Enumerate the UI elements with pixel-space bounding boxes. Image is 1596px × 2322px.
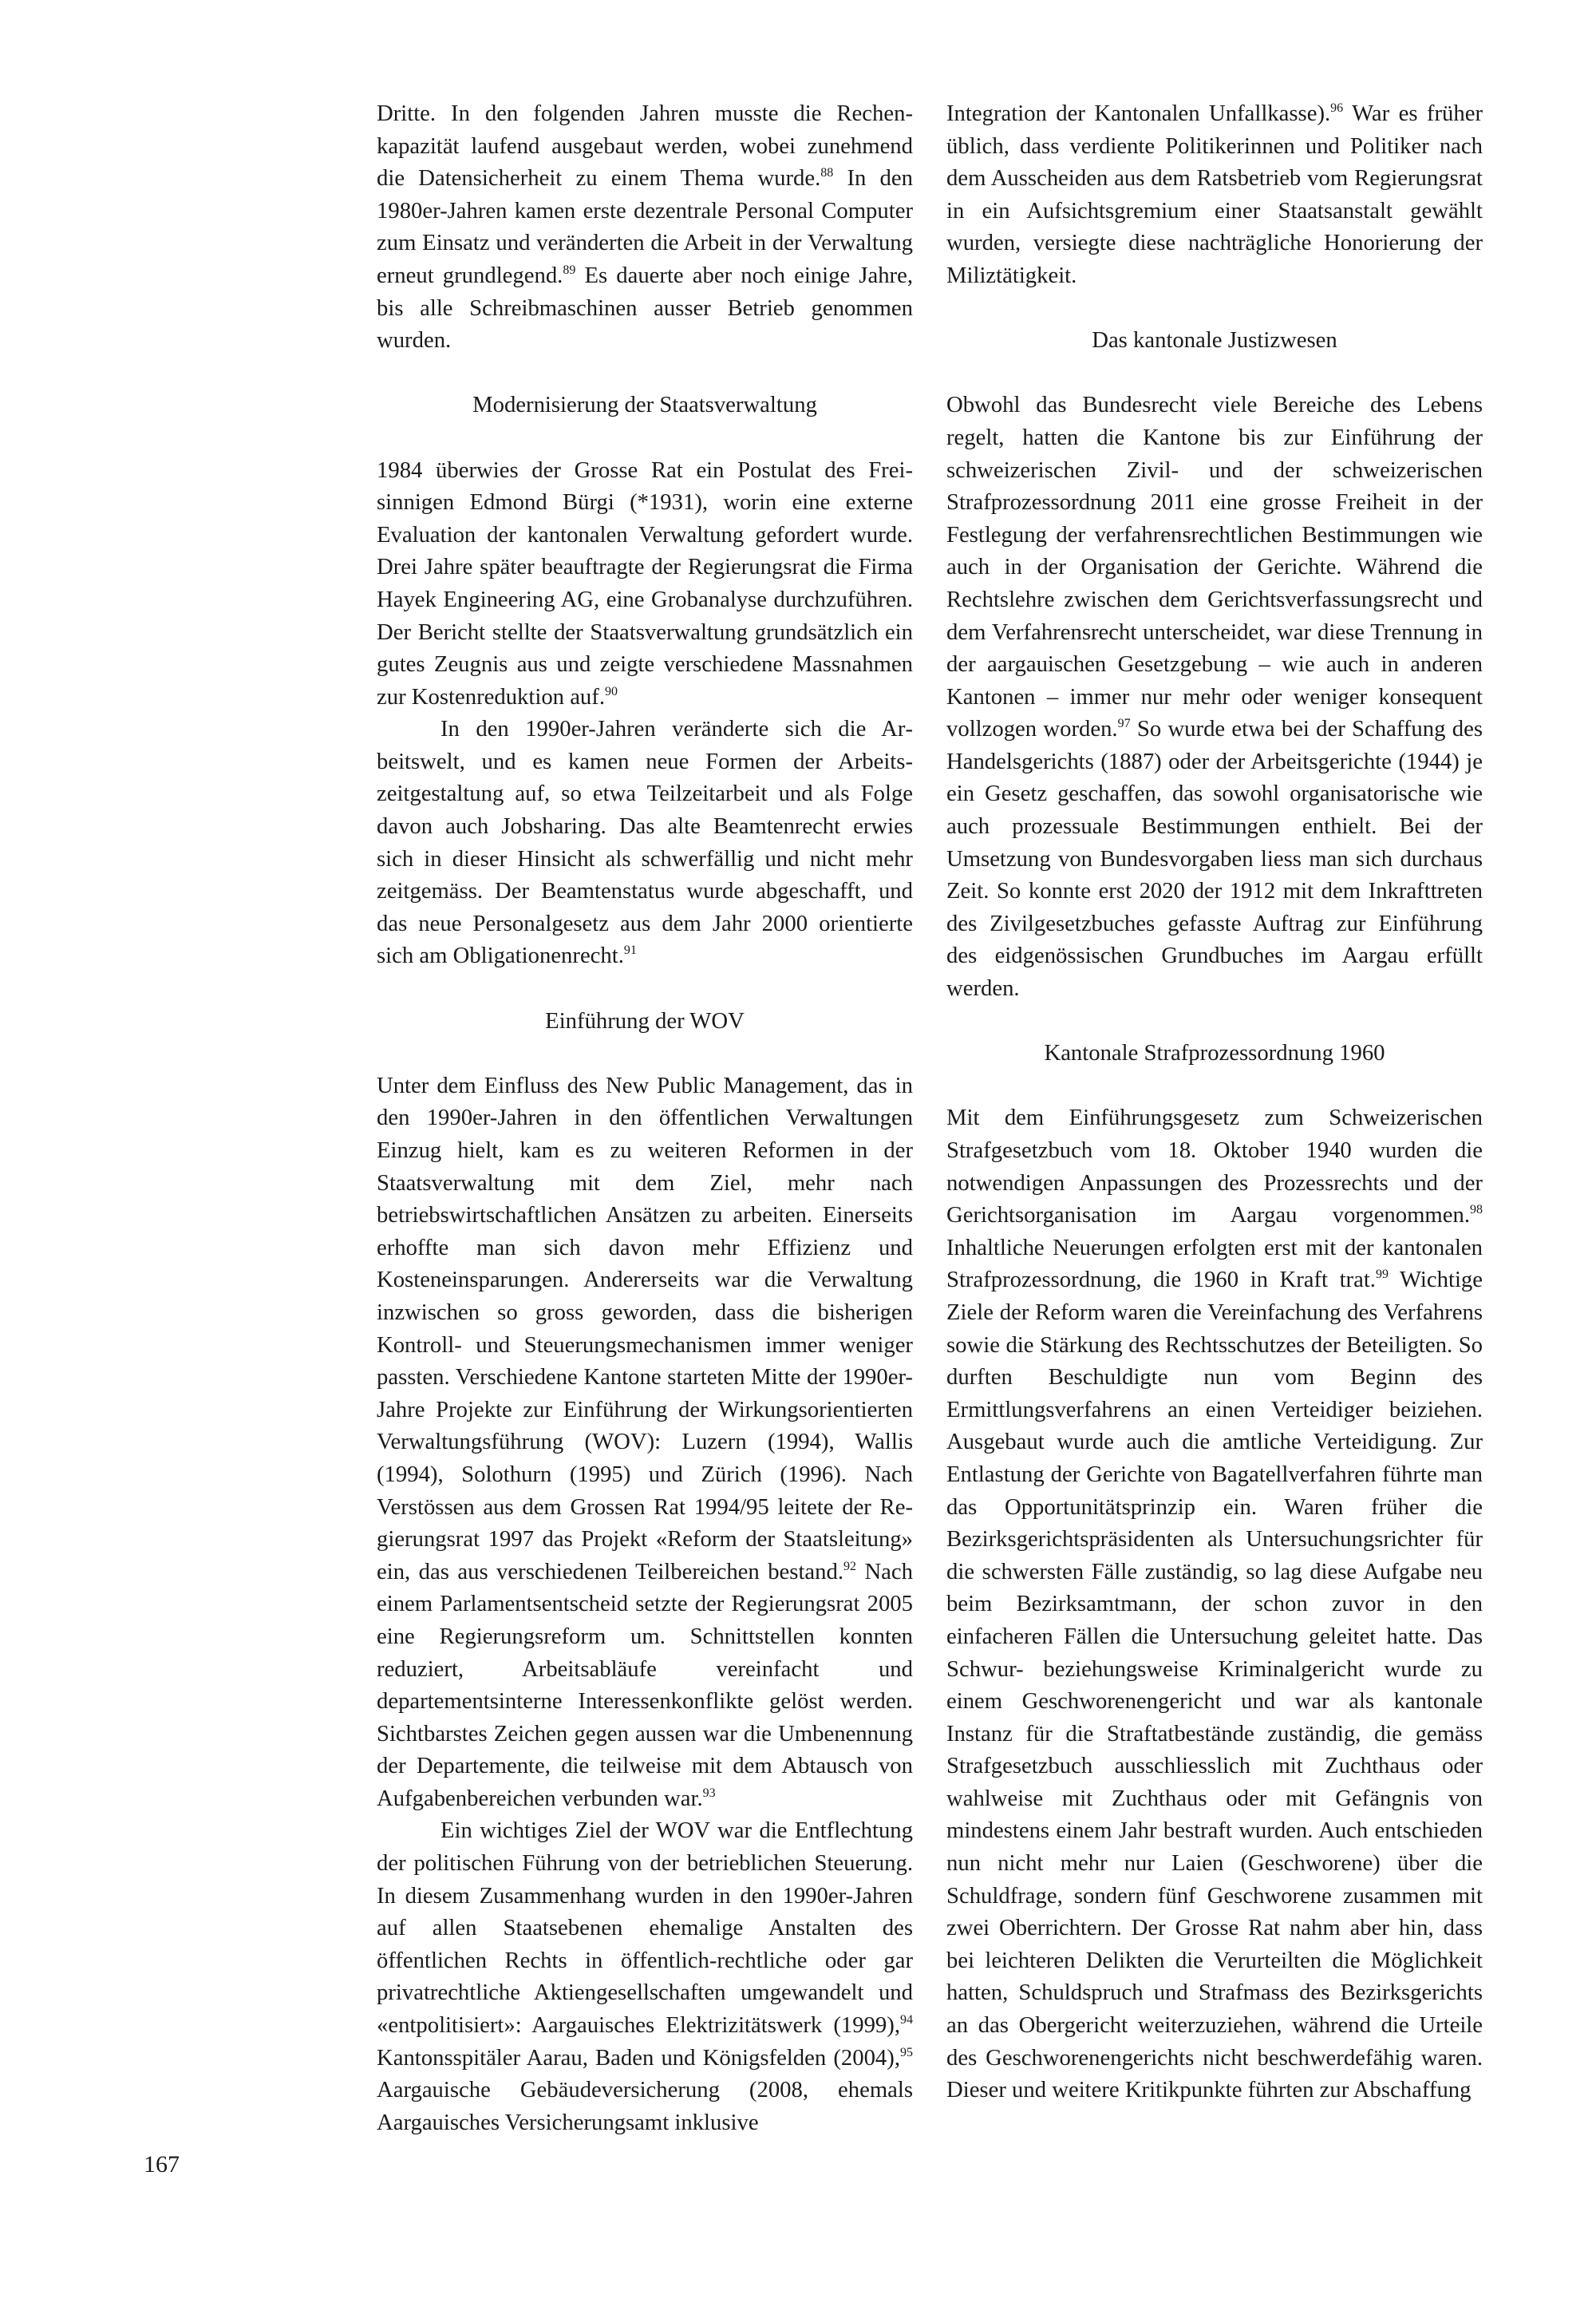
footnote-ref: 95	[900, 2045, 913, 2059]
section-heading: Das kantonale Justizwesen	[1092, 327, 1337, 354]
paragraph	[377, 713, 913, 972]
footnote-ref: 92	[843, 1559, 857, 1573]
footnote-ref: 96	[1330, 101, 1344, 115]
left-column	[377, 97, 913, 2138]
footnote-ref: 94	[900, 2013, 913, 2027]
text-run: Nach einem Parlamentsentscheid setzte der Regierungsrat 2005 eine Regierungsreform um. Schnittstellen konnten reduziert, Arbeitsabläufe vereinfacht und departementsinterne Interessenkonflikte gelöst werden. Sichtbarstes Zeichen gegen aussen war die Umbenennung der Departemente, die teilweise mit dem Abtausch von Aufgabenbereichen verbunden war.	[377, 1558, 913, 1811]
text-run: Unter dem Einfluss des New Public Management, das in den 1990er-Jahren in den öffentlichen Verwaltungen Einzug hielt, kam es zu weiteren Reformen in der Staatsverwaltung mit dem Ziel, mehr nach betriebswirtschaftlichen Ansätzen zu arbeiten. Einerseits erhoffte man sich davon mehr Effizienz und Kosteneinsparungen. Andererseits war die Verwaltung inzwischen so gross geworden, dass die bisherigen Kontroll- und Steuerungsmechanismen immer weniger passten. Verschiedene Kantone starteten Mitte der 1990er-Jahre Projekte zur Einführung der Wirkungsorientierten Verwaltungsführung (WOV): Luzern (1994), Wallis (1994), Solothurn (1995) und Zürich (1996). Nach Verstössen aus dem Grossen Rat 1994/95 leitete der Regierungsrat 1997 das Projekt «Reform der Staatsleitung» ein, das aus verschiedenen Teilbereichen bestand.	[377, 1072, 913, 1584]
text-run: War es früher üblich, dass verdiente Politikerinnen und Politiker nach dem Ausscheiden aus dem Ratsbetrieb vom Regierungsrat in ein Aufsichtsgremium einer Staatsanstalt gewählt wurden, versiegte diese nachträgliche Honorierung der Miliztätigkeit.	[946, 101, 1483, 288]
text-run: Aargauische Gebäudeversicherung (2008, ehemals Aargauisches Versicherungsamt inklusive	[377, 2077, 913, 2135]
paragraph	[946, 389, 1483, 1004]
footnote-ref: 93	[702, 1786, 716, 1800]
text-run: Ein wichtiges Ziel der WOV war die Entflechtung der politischen Führung von der betrieblichen Steuerung. In diesem Zusammenhang wurden in den 1990er-Jahren auf allen Staatsebenen ehemalige Anstalten des öffentlichen Rechts in öffentlich-rechtliche oder gar privatrechtliche Aktiengesellschaften umgewandelt und «entpolitisiert»: Aargauisches Elektrizitätswerk (1999),	[377, 1818, 913, 2039]
paragraph	[946, 1102, 1483, 2106]
section-heading: Einführung der WOV	[545, 1007, 745, 1034]
paragraph	[377, 97, 913, 357]
footnote-ref: 98	[1470, 1203, 1483, 1217]
text-run: So wurde etwa bei der Schaffung des Handelsgerichts (1887) oder der Arbeitsgerichte (1944) je ein Gesetz geschaffen, das sowohl organisatorische wie auch prozessuale Bestimmungen enthielt. Bei der Umsetzung von Bundesvorgaben liess man sich durchaus Zeit. So konnte erst 2020 der 1912 mit dem Inkrafttreten des Zivilgesetzbuches gefasste Auftrag zur Einführung des eidgenössischen Grundbuches im Aargau erfüllt werden.	[946, 716, 1483, 1002]
section-heading: Kantonale Strafprozessordnung 1960	[1044, 1040, 1385, 1066]
text-run: Wichtige Ziele der Reform waren die Vereinfachung des Verfahrens sowie die Stärkung des Rechtsschutzes der Beteiligten. So durften Beschuldigte nun vom Beginn des Ermittlungsverfahrens an einen Verteidiger beiziehen. Ausgebaut wurde auch die amtliche Verteidigung. Zur Entlastung der Gerichte von Bagatellverfahren führte man das Opportunitätsprinzip ein. Waren früher die Bezirksgerichtspräsidenten als Untersuchungsrichter für die schwersten Fälle zuständig, so lag diese Aufgabe neu beim Bezirksamtmann, der schon zuvor in den einfacheren Fällen die Untersuchung geleitet hatte. Das Schwur- beziehungsweise Kriminalgericht wurde zu einem Geschworenengericht und war als kantonale Instanz für die Straftatbestände zuständig, die gemäss Strafgesetzbuch ausschliesslich mit Zuchthaus oder wahlweise mit Zuchthaus oder mit Gefängnis von mindestens einem Jahr bestraft wurden. Auch entschieden nun nicht mehr nur Laien (Geschworene) über die Schuldfrage, sondern fünf Geschworene zusammen mit zwei Oberrichtern. Der Grosse Rat nahm aber hin, dass bei leichteren Delikten die Verurteilten die Möglichkeit hatten, Schuldspruch und Strafmass des Bezirksgerichts an das Obergericht weiterzuziehen, während die Urteile des Geschworenengerichts nicht beschwerdefähig waren. Dieser und weitere Kritikpunkte führten zur Abschaffung	[946, 1267, 1483, 2103]
footnote-ref: 89	[563, 263, 576, 277]
text-run: Es dauerte aber noch einige Jahre, bis alle Schreibmaschinen ausser Betrieb genommen wurden.	[377, 262, 913, 354]
text-run: 1984 überwies der Grosse Rat ein Postulat des Freisinnigen Edmond Bürgi (*1931), worin eine externe Evaluation der kantonalen Verwaltung gefordert wurde. Drei Jahre später beauftragte der Regierungsrat die Firma Hayek Engineering AG, eine Grobanalyse durchzuführen. Der Bericht stellte der Staatsverwaltung grundsätzlich ein gutes Zeugnis aus und zeigte verschiedene Massnahmen zur Kostenreduktion auf.	[377, 457, 913, 710]
footnote-ref: 90	[605, 684, 618, 698]
text-run: Dritte. In den folgenden Jahren musste die Rechenkapazität laufend ausgebaut werden, wobei zunehmend die Datensicherheit zu einem Thema wurde.	[377, 101, 913, 192]
paragraph	[377, 1814, 913, 2138]
right-column	[946, 97, 1483, 2106]
text-run: Obwohl das Bundesrecht viele Bereiche des Lebens regelt, hatten die Kantone bis zur Einführung der schweizerischen Zivil- und der schweizerischen Strafprozessordnung 2011 eine grosse Freiheit in der Festlegung der verfahrensrechtlichen Bestimmungen wie auch in der Organisation der Gerichte. Während die Rechtslehre zwischen dem Gerichtsverfassungsrecht und dem Verfahrensrecht unterscheidet, war diese Trennung in der aargauischen Gesetzgebung – wie auch in anderen Kantonen – immer nur mehr oder weniger konsequent vollzogen worden.	[946, 392, 1483, 742]
page-number: 167	[144, 2151, 180, 2178]
text-run: Inhaltliche Neuerungen erfolgten erst mit der kantonalen Strafprozessordnung, die 1960 in Kraft trat.	[946, 1234, 1483, 1293]
text-run: Kantonsspitäler Aarau, Baden und Königsfelden (2004),	[377, 2044, 900, 2071]
text-run: In den 1990er-Jahren veränderte sich die Arbeitswelt, und es kamen neue Formen der Arbeitszeitgestaltung auf, so etwa Teilzeitarbeit und als Folge davon auch Jobsharing. Das alte Beamtenrecht erwies sich in dieser Hinsicht als schwerfällig und nicht mehr zeitgemäss. Der Beamtenstatus wurde abgeschafft, und das neue Personalgesetz aus dem Jahr 2000 orientierte sich am Obligationenrecht.	[377, 716, 913, 969]
paragraph	[377, 454, 913, 714]
paragraph	[946, 97, 1483, 292]
text-run: In den 1980er-Jahren kamen erste dezentrale Personal Computer zum Einsatz und veränderten die Arbeit in der Verwaltung erneut grundlegend.	[377, 165, 913, 288]
section-heading: Modernisierung der Staatsverwaltung	[472, 392, 817, 418]
footnote-ref: 99	[1375, 1268, 1389, 1282]
paragraph	[377, 1070, 913, 1815]
text-run: Mit dem Einführungsgesetz zum Schweizerischen Strafgesetzbuch vom 18. Oktober 1940 wurden die notwendigen Anpassungen des Prozessrechts und der Gerichtsorganisation im Aargau vorgenommen.	[946, 1105, 1483, 1228]
footnote-ref: 97	[1117, 717, 1131, 731]
text-run: Integration der Kantonalen Unfallkasse).	[946, 101, 1331, 126]
footnote-ref: 88	[820, 166, 834, 180]
footnote-ref: 91	[623, 943, 637, 958]
